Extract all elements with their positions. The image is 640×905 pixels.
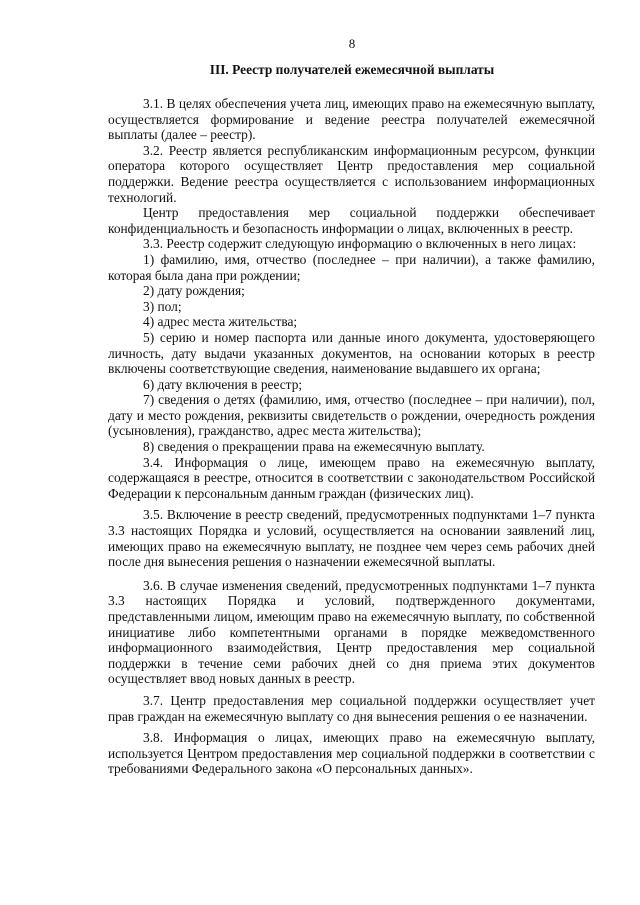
list-item-3: 3) пол; xyxy=(143,298,182,314)
list-item-1: 1) фамилию, имя, отчество (последнее – при наличии), а также фамилию, которая была дана при рождении; xyxy=(108,251,595,283)
list-item-4: 4) адрес места жительства; xyxy=(143,314,298,330)
list-item-7: 7) сведения о детях (фамилию, имя, отчество (последнее – при наличии), пол, дату и место рождения, реквизиты свидетельств о рождении, очередность рождения (усыновления), гражданство, адрес места жительства); xyxy=(108,392,595,439)
paragraph-3-1: 3.1. В целях обеспечения учета лиц, имеющих право на ежемесячную выплату, осуществляется формирование и ведение реестра получателей ежемесячной выплаты (далее – реестр). xyxy=(108,96,595,143)
paragraph-confidentiality: Центр предоставления мер социальной поддержки обеспечивает конфиденциальность и безопасность информации о лицах, включенных в реестр. xyxy=(108,205,595,236)
paragraph-3-3: 3.3. Реестр содержит следующую информацию о включенных в него лицах: xyxy=(143,236,577,252)
list-item-5: 5) серию и номер паспорта или данные иного документа, удостоверяющего личность, дату выдачи указанных документов, на основании которых в реестр включены соответствующие сведения, наименование выдавшего их органа; xyxy=(108,329,595,377)
list-item-6: 6) дату включения в реестр; xyxy=(143,376,303,392)
list-item-8: 8) сведения о прекращении права на ежемесячную выплату. xyxy=(143,439,485,455)
paragraph-3-8: 3.8. Информация о лицах, имеющих право на ежемесячную выплату, используется Центром предоставления мер социальной поддержки в соответствии с требованиями Федерального закона «О персональных данных». xyxy=(108,730,595,777)
paragraph-3-6: 3.6. В случае изменения сведений, предусмотренных подпунктами 1–7 пункта 3.3 настоящих Порядка и условий, подтвержденного документами, представленными лицом, имеющим право на ежемесячную выплату, по собственной инициативе либо компетентными органами в порядке межведомственного информационного взаимодействия, Центр предоставления мер социальной поддержки в течение семи рабочих дней со дня приема этих документов осуществляет ввод новых данных в реестр. xyxy=(108,577,595,687)
list-item-2: 2) дату рождения; xyxy=(143,283,245,299)
page-number: 8 xyxy=(348,36,356,51)
paragraph-3-7: 3.7. Центр предоставления мер социальной поддержки осуществляет учет прав граждан на ежемесячную выплату со дня вынесения решения о ее назначении. xyxy=(108,692,595,724)
body-text xyxy=(108,96,595,777)
paragraph-3-4: 3.4. Информация о лице, имеющем право на ежемесячную выплату, содержащаяся в реестре, относится в соответствии с законодательством Российской Федерации к персональным данным граждан (физических лиц). xyxy=(108,454,595,501)
paragraph-3-2: 3.2. Реестр является республиканским информационным ресурсом, функции оператора которого осуществляет Центр предоставления мер социальной поддержки. Ведение реестра осуществляется с использованием информационных технологий. xyxy=(108,142,595,205)
paragraph-3-5: 3.5. Включение в реестр сведений, предусмотренных подпунктами 1–7 пункта 3.3 настоящих Порядка и условий, осуществляется на основании заявлений лиц, имеющих право на ежемесячную выплату, не позднее чем через семь рабочих дней после дня вынесения решения о назначении ежемесячной выплаты. xyxy=(108,507,595,570)
section-heading: III. Реестр получателей ежемесячной выплаты xyxy=(209,62,495,77)
